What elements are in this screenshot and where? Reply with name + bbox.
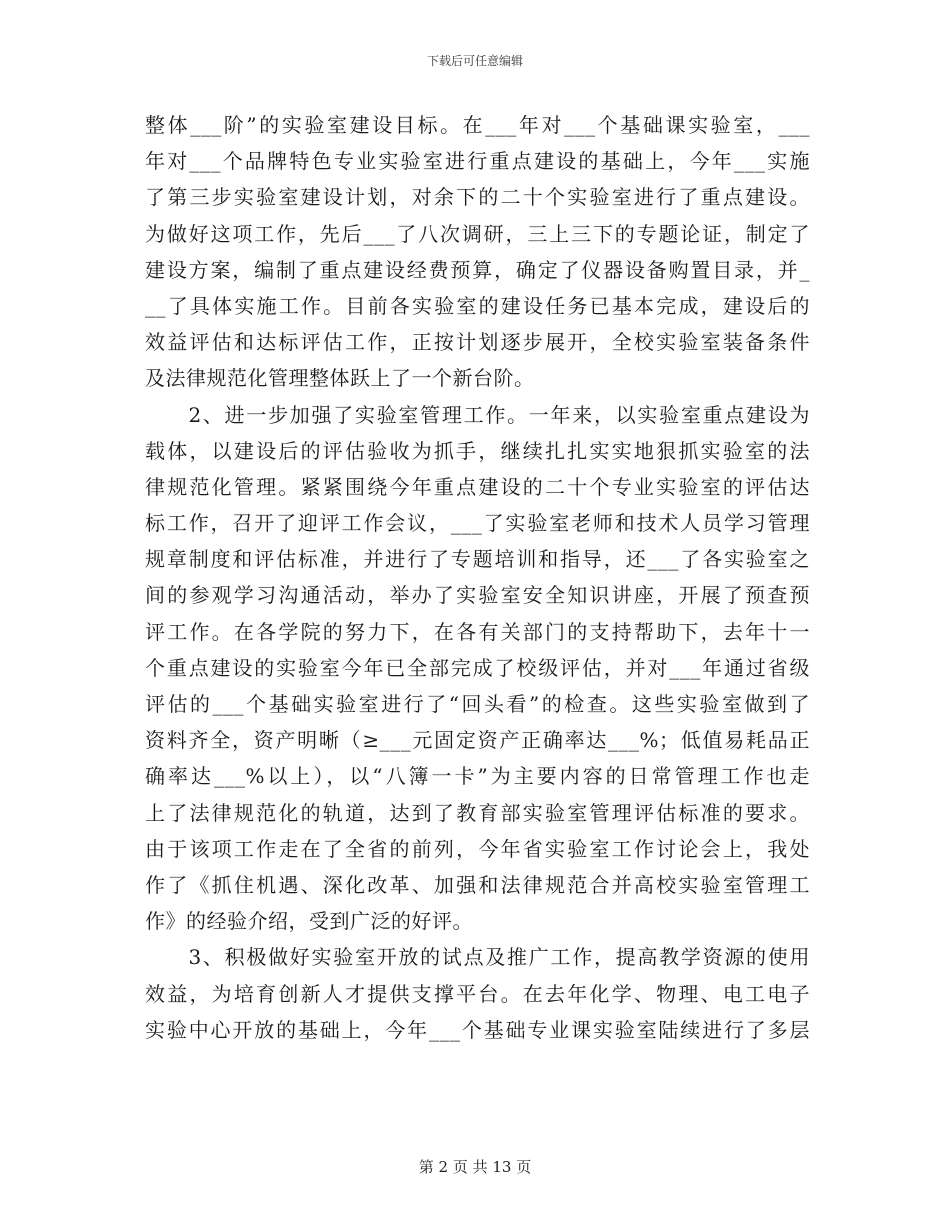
text-line: 为做好这项工作，先后___了八次调研，三上三下的专题论证，制定了 <box>145 221 810 246</box>
text-line: 上了法律规范化的轨道，达到了教育部实验室管理评估标准的要求。 <box>145 800 810 825</box>
paragraph-end-line: 及法律规范化管理整体跃上了一个新台阶。 <box>145 366 535 391</box>
text-line: 建设方案，编制了重点建设经费预算，确定了仪器设备购置目录，并_ <box>145 257 810 282</box>
text-line: 了第三步实验室建设计划，对余下的二十个实验室进行了重点建设。 <box>145 185 810 210</box>
text-line: 实验中心开放的基础上，今年___个基础专业课实验室陆续进行了多层 <box>145 1017 810 1042</box>
text-line: 效益评估和达标评估工作，正按计划逐步展开，全校实验室装备条件 <box>145 330 810 355</box>
text-line: 规章制度和评估标准，并进行了专题培训和指导，还___了各实验室之 <box>145 547 810 572</box>
text-line: __了具体实施工作。目前各实验室的建设任务已基本完成，建设后的 <box>145 293 810 318</box>
text-line: 间的参观学习沟通活动，举办了实验室安全知识讲座，开展了预查预 <box>145 583 810 608</box>
paragraph-end-line: 作》的经验介绍，受到广泛的好评。 <box>145 909 473 934</box>
text-line: 评估的___个基础实验室进行了“回头看”的检查。这些实验室做到了 <box>145 692 810 716</box>
text-line: 2、进一步加强了实验室管理工作。一年来，以实验室重点建设为 <box>145 402 810 427</box>
text-line: 由于该项工作走在了全省的前列，今年省实验室工作讨论会上，我处 <box>145 836 810 861</box>
text-line: 标工作，召开了迎评工作会议，___了实验室老师和技术人员学习管理 <box>145 511 810 536</box>
text-line: 整体___阶”的实验室建设目标。在___年对___个基础课实验室，___ <box>145 113 810 137</box>
text-line: 载体，以建设后的评估验收为抓手，继续扎扎实实地狠抓实验室的法 <box>145 438 810 463</box>
text-line: 效益，为培育创新人才提供支撑平台。在去年化学、物理、电工电子 <box>145 981 810 1006</box>
text-line: 律规范化管理。紧紧围绕今年重点建设的二十个专业实验室的评估达 <box>145 474 810 499</box>
text-line: 确率达___%以上），以“八簿一卡”为主要内容的日常管理工作也走 <box>145 764 810 789</box>
text-line: 评工作。在各学院的努力下，在各有关部门的支持帮助下，去年十一 <box>145 619 810 644</box>
text-line: 3、积极做好实验室开放的试点及推广工作，提高教学资源的使用 <box>145 945 810 970</box>
document-body <box>145 107 810 1048</box>
page-footer: 第 2 页 共 13 页 <box>418 1158 532 1176</box>
page-header: 下载后可任意编辑 <box>426 54 523 68</box>
text-line: 个重点建设的实验室今年已全部完成了校级评估，并对___年通过省级 <box>145 655 810 680</box>
text-line: 年对___个品牌特色专业实验室进行重点建设的基础上，今年___实施 <box>145 149 810 174</box>
text-line: 资料齐全，资产明晰（≥___元固定资产正确率达___%；低值易耗品正 <box>145 728 810 753</box>
text-line: 作了《抓住机遇、深化改革、加强和法律规范合并高校实验室管理工 <box>145 872 810 897</box>
